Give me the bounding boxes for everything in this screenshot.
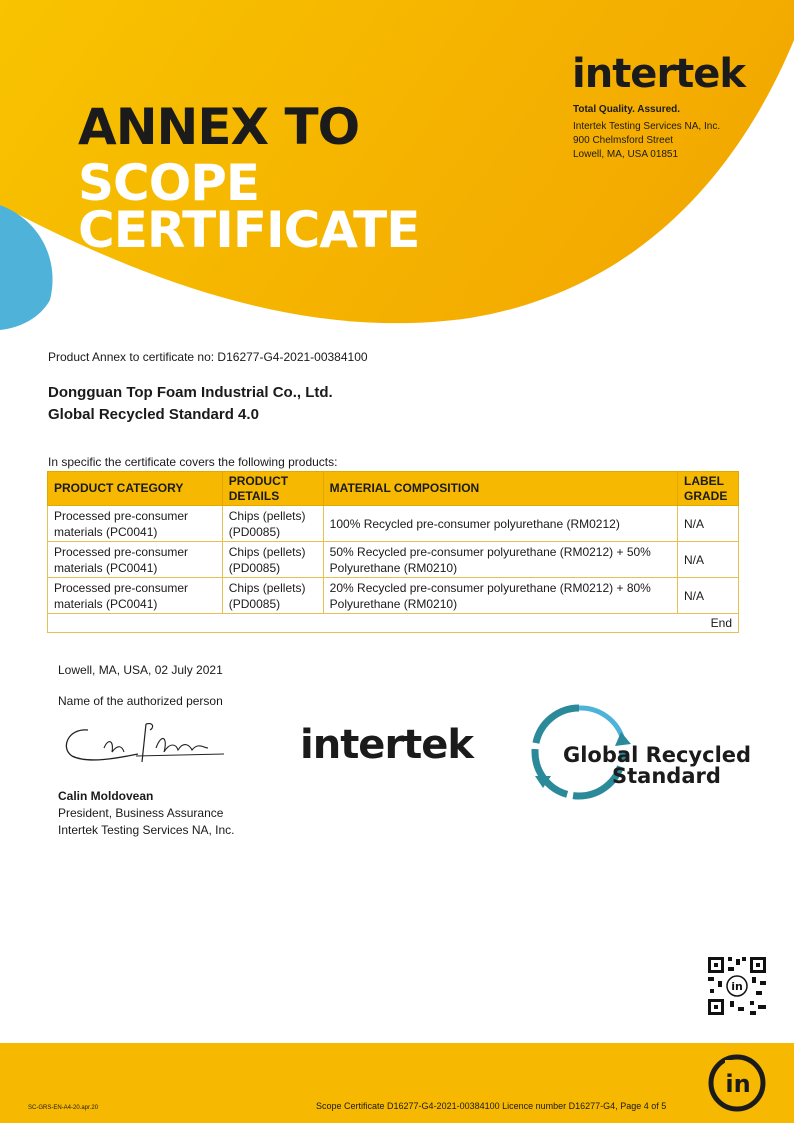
cell-grade: N/A — [678, 542, 739, 578]
title-line-2: SCOPE — [78, 154, 260, 212]
table-header-row — [48, 472, 739, 506]
grs-logo-line1: Global Recycled — [563, 743, 752, 767]
qr-code-icon — [706, 955, 768, 1017]
cell-grade: N/A — [678, 506, 739, 542]
signature — [58, 718, 228, 768]
intertek-logo-header: intertek — [572, 51, 746, 97]
svg-text:in: in — [731, 980, 743, 993]
cell-details: Chips (pellets) (PD0085) — [222, 506, 323, 542]
grs-logo-line2: Standard — [612, 764, 721, 788]
place-and-date: Lowell, MA, USA, 02 July 2021 — [58, 663, 223, 677]
table-row — [48, 506, 739, 542]
cell-category: Processed pre-consumer materials (PC0041) — [48, 578, 223, 614]
table-row — [48, 542, 739, 578]
cell-details: Chips (pellets) (PD0085) — [222, 542, 323, 578]
tagline: Total Quality. Assured. — [573, 104, 681, 115]
table-end-label: End — [48, 614, 739, 633]
cell-category: Processed pre-consumer materials (PC0041) — [48, 506, 223, 542]
footer-certificate-text: Scope Certificate D16277-G4-2021-00384100 Licence number D16277-G4, Page 4 of 5 — [316, 1101, 667, 1111]
svg-text:in: in — [725, 1070, 751, 1098]
company-name: Dongguan Top Foam Industrial Co., Ltd. — [48, 384, 333, 401]
intertek-logo: intertek — [300, 722, 474, 768]
address-line-1: Intertek Testing Services NA, Inc. — [573, 121, 721, 132]
table-row — [48, 578, 739, 614]
header-material-composition: MATERIAL COMPOSITION — [323, 472, 677, 506]
signer-name: Calin Moldovean — [58, 789, 154, 803]
cell-category: Processed pre-consumer materials (PC0041) — [48, 542, 223, 578]
standard-name: Global Recycled Standard 4.0 — [48, 406, 259, 423]
header-product-details: PRODUCT DETAILS — [222, 472, 323, 506]
header-product-category: PRODUCT CATEGORY — [48, 472, 223, 506]
title-line-3: CERTIFICATE — [78, 201, 420, 259]
signer-company: Intertek Testing Services NA, Inc. — [58, 823, 235, 837]
address-line-2: 900 Chelmsford Street — [573, 135, 674, 146]
intertek-in-logo-icon — [706, 1052, 768, 1114]
signer-title: President, Business Assurance — [58, 806, 224, 820]
authorized-person-label: Name of the authorized person — [58, 694, 223, 708]
table-end-row — [48, 614, 739, 633]
footer-band — [0, 1043, 794, 1123]
cell-grade: N/A — [678, 578, 739, 614]
header-label-grade: LABEL GRADE — [678, 472, 739, 506]
cell-details: Chips (pellets) (PD0085) — [222, 578, 323, 614]
address-line-3: Lowell, MA, USA 01851 — [573, 149, 679, 160]
products-intro: In specific the certificate covers the following products: — [48, 455, 338, 469]
cell-composition: 100% Recycled pre-consumer polyurethane (RM0212) — [323, 506, 677, 542]
cell-composition: 20% Recycled pre-consumer polyurethane (RM0212) + 80% Polyurethane (RM0210) — [323, 578, 677, 614]
title-line-1: ANNEX TO — [78, 98, 360, 156]
products-table — [47, 471, 739, 633]
footer-form-code: SC-GRS-EN-A4-20.apr.20 — [28, 1105, 99, 1111]
cell-composition: 50% Recycled pre-consumer polyurethane (RM0212) + 50% Polyurethane (RM0210) — [323, 542, 677, 578]
annex-certificate-number: Product Annex to certificate no: D16277-G4-2021-00384100 — [48, 350, 368, 364]
